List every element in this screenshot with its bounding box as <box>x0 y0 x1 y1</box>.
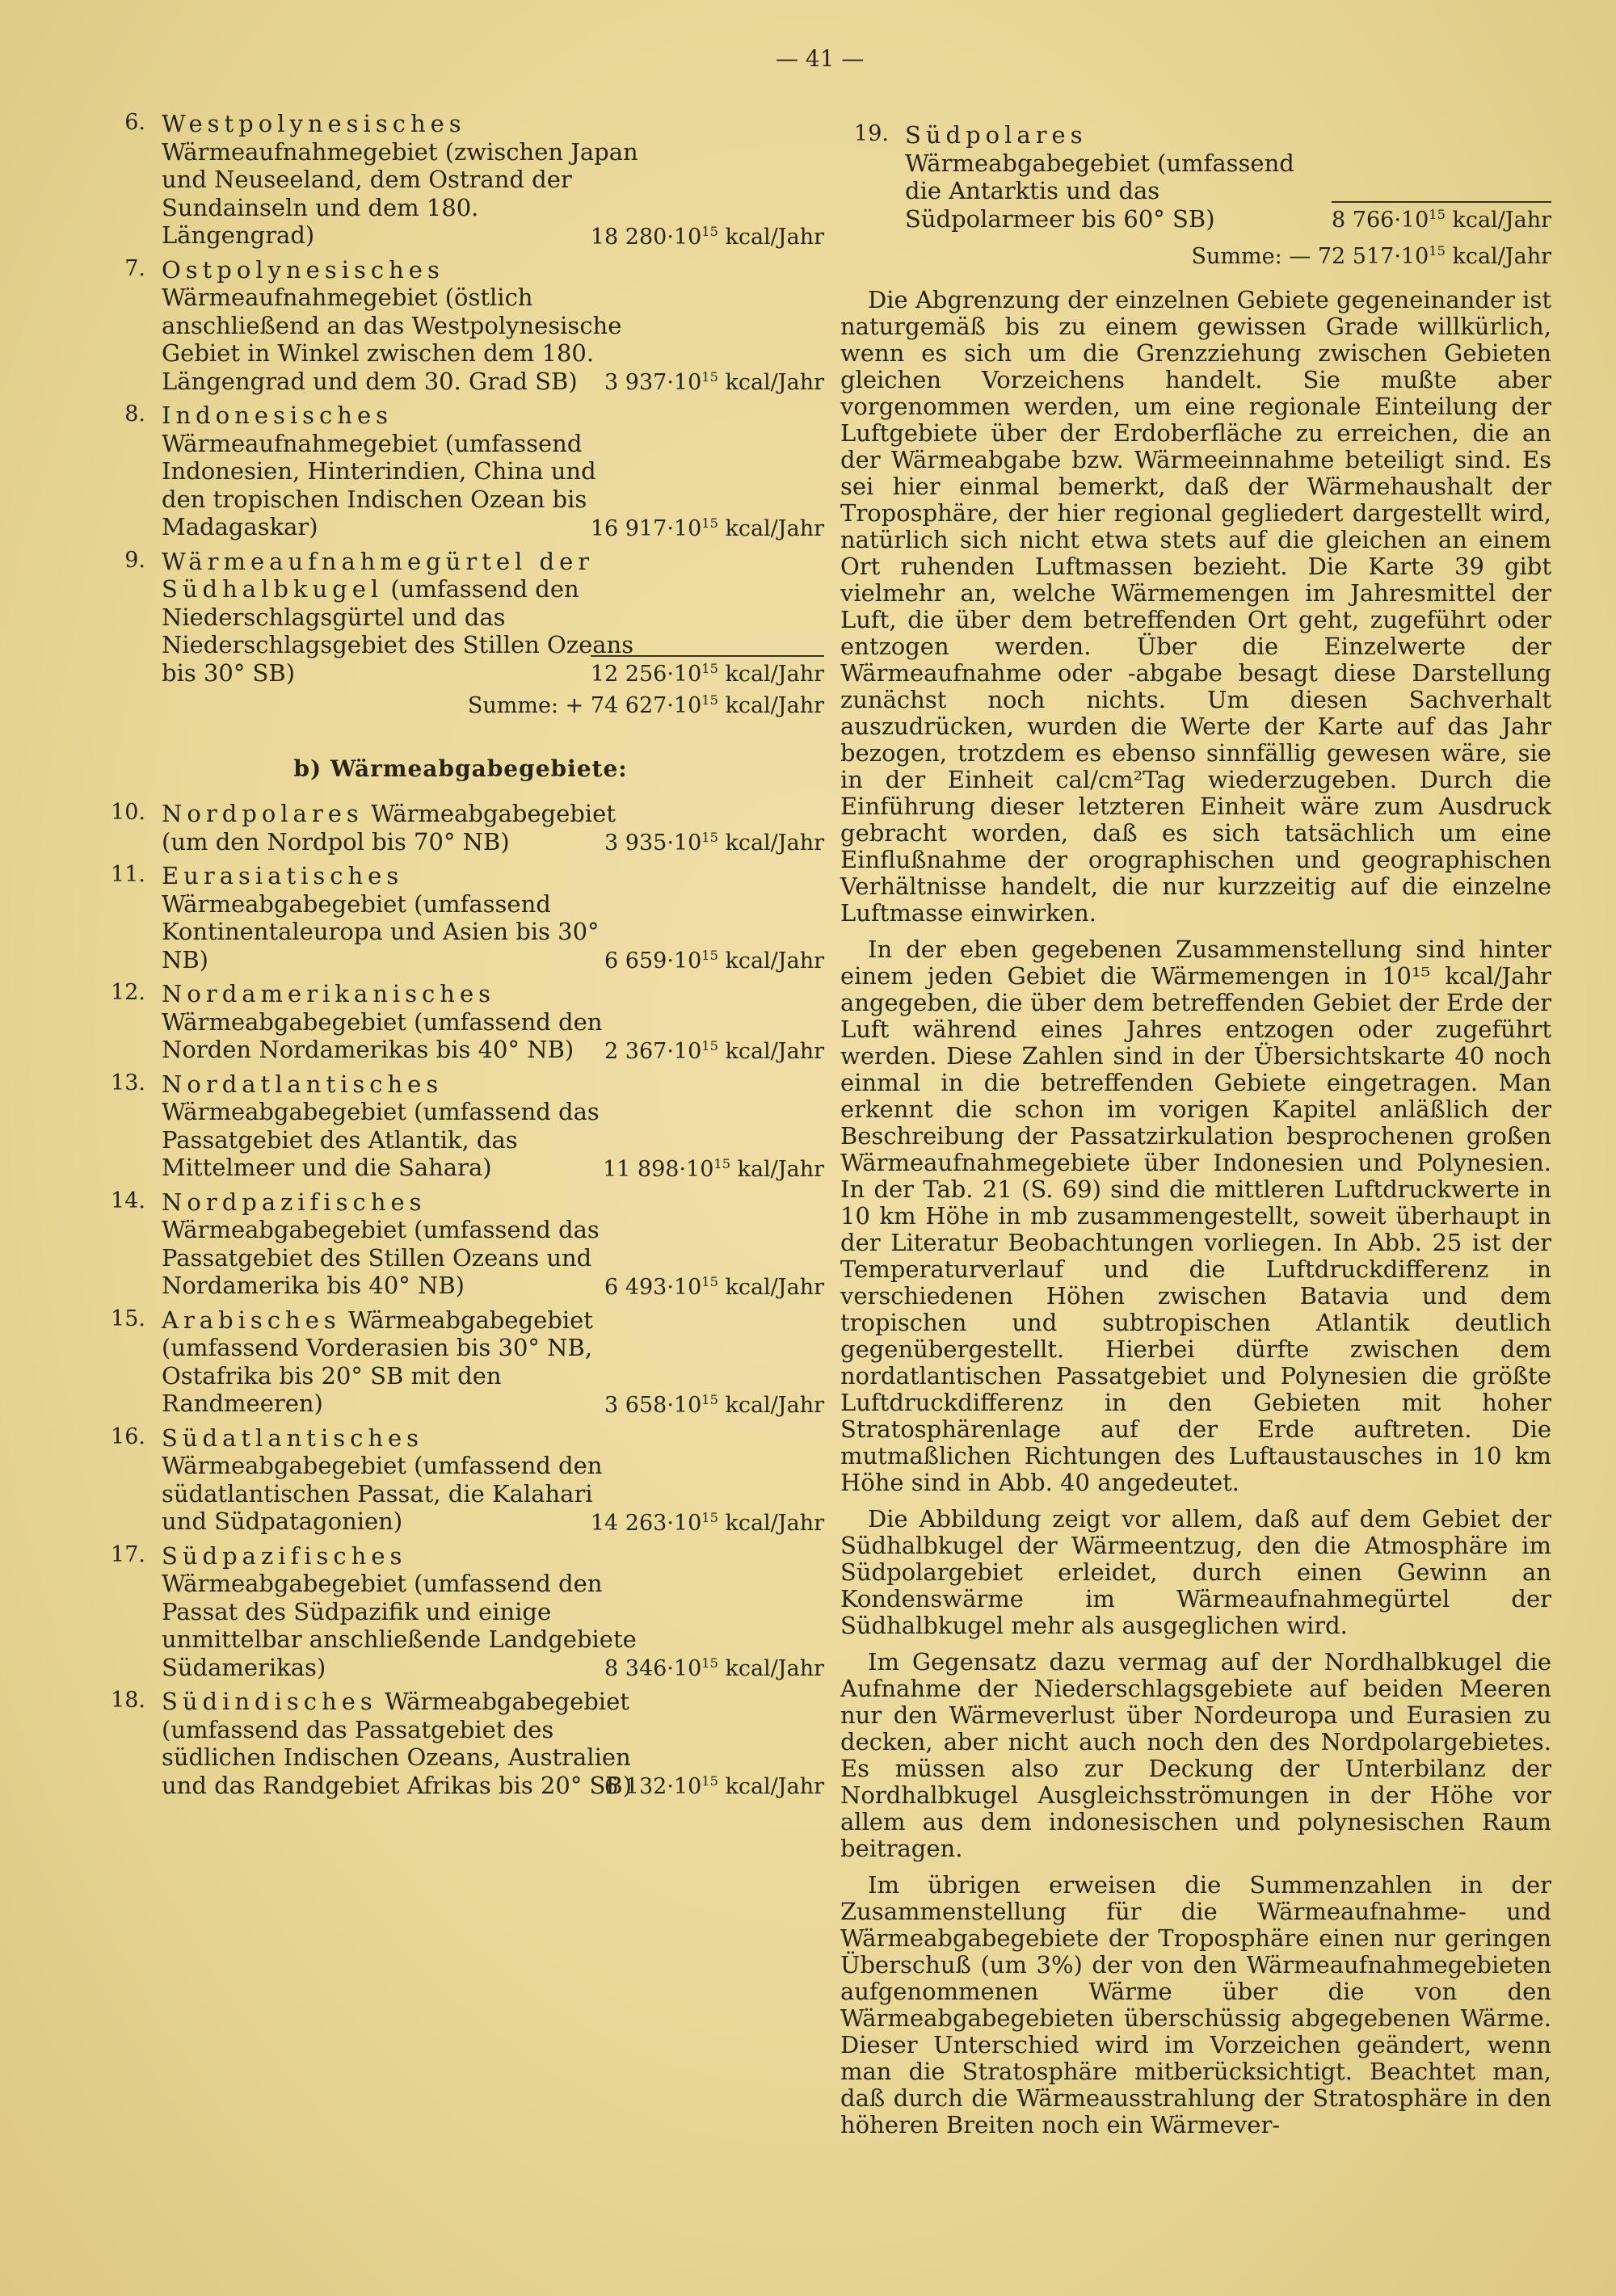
entry-value-unit: kcal/Jahr <box>718 1274 824 1300</box>
list-item <box>97 1688 824 1799</box>
entry-value-exponent: 15 <box>701 1655 718 1671</box>
entry-value-number: 14 263·10 <box>590 1510 702 1536</box>
entry-value <box>591 1511 824 1536</box>
entry-text: Wärmeabgabegebiet (umfassend den Norden Nordamerikas bis 40° NB) <box>162 1007 603 1063</box>
entry-description <box>162 1424 638 1536</box>
right-entry-list <box>840 121 1551 233</box>
entry-number: 14. <box>111 1188 145 1213</box>
list-item <box>97 110 824 250</box>
entry-number: 10. <box>111 800 145 825</box>
entry-value-exponent: 15 <box>701 369 718 385</box>
entry-value <box>1332 201 1551 233</box>
entry-value-unit: kcal/Jahr <box>718 515 824 541</box>
right-sum <box>840 244 1551 269</box>
entry-value-number: 3 658·10 <box>604 1392 702 1418</box>
entry-value-number: 16 917·10 <box>590 515 702 541</box>
entry-value-number: 2 367·10 <box>604 1038 702 1064</box>
entry-value-number: 12 256·10 <box>590 662 702 687</box>
entry-value-exponent: 15 <box>701 515 718 531</box>
entry-text: Wärmeabgabegebiet (umfassend den südatlantischen Passat, die Kalahari und Südpatagonien) <box>162 1452 603 1535</box>
entry-value <box>603 1157 824 1182</box>
entry-value-unit: kcal/Jahr <box>718 831 824 856</box>
entry-name: Ostpolynesisches <box>162 255 444 284</box>
entry-name: Arabisches <box>162 1306 341 1334</box>
entry-description <box>162 1688 638 1799</box>
paragraph: Im übrigen erweisen die Summenzahlen in der Zusammenstellung für die Wärmeaufnahme- und Wärmeabgabegebiete der Troposphäre einen nur geringen Überschuß (um 3%) der von den Wärmeaufnahmegebieten aufgenommenen Wärme über die von den Wärmeabgabegebieten überschüssig abgegebenen Wärme. Dieser Unterschied wird im Vorzeichen geändert, wenn man die Stratosphäre mitberücksichtigt. Beachtet man, daß durch die Wärmeausstrahlung der Stratosphäre in den höheren Breiten noch ein Wärmever- <box>840 1871 1551 2138</box>
entry-value-unit: kcal/Jahr <box>718 1392 824 1418</box>
entry-value-unit: kcal/Jahr <box>718 1774 824 1799</box>
entry-description <box>162 800 638 856</box>
entry-number: 13. <box>111 1070 145 1095</box>
entry-text: Wärmeaufnahmegebiet (zwischen Japan und Neuseeland, dem Ostrand der Sundainseln und dem 180. Längengrad) <box>162 137 638 249</box>
entry-name: Südindisches <box>162 1688 377 1715</box>
entry-value <box>604 1393 824 1418</box>
entry-description <box>162 1542 638 1682</box>
entry-text: Wärmeabgabegebiet (umfassend Kontinentaleuropa und Asien bis 30° NB) <box>162 889 600 973</box>
entry-description <box>162 256 638 396</box>
entry-value-number: 6 493·10 <box>604 1274 702 1300</box>
entry-value <box>604 1039 824 1064</box>
list-item <box>97 1188 824 1300</box>
body-text <box>840 287 1551 2138</box>
entry-value-number: 6 132·10 <box>604 1774 702 1799</box>
entry-value-exponent: 15 <box>701 223 718 239</box>
list-item <box>97 1542 824 1682</box>
entry-text: Wärmeabgabegebiet (umfassend Vorderasien bis 30° NB, Ostafrika bis 20° SB mit den Randmeeren) <box>162 1306 593 1417</box>
entry-value-number: 6 659·10 <box>604 948 702 973</box>
right-sum-exp: 15 <box>1429 243 1446 259</box>
entry-name: Nordpolares <box>162 800 364 827</box>
entry-value-number: 3 937·10 <box>604 370 702 395</box>
entry-number: 12. <box>111 980 145 1005</box>
entry-text: Wärmeabgabegebiet (um den Nordpol bis 70° NB) <box>162 800 616 856</box>
entry-value <box>591 655 824 687</box>
entry-value-exponent: 15 <box>701 661 718 676</box>
left-column <box>97 110 824 1806</box>
entry-number: 19. <box>854 121 889 146</box>
entry-number: 15. <box>111 1306 145 1331</box>
left-sum-value: Summe: + 74 627·10 <box>467 693 702 718</box>
list-item <box>97 1306 824 1418</box>
entry-value-number: 8 766·10 <box>1332 208 1429 233</box>
list-item <box>97 1070 824 1182</box>
paragraph: Die Abbildung zeigt vor allem, daß auf dem Gebiet der Südhalbkugel der Wärmeentzug, den die Atmosphäre im Südpolargebiet erleidet, durch einen Gewinn an Kondenswärme im Wärmeaufnahmegürtel der Südhalbkugel mehr als ausgeglichen wird. <box>840 1505 1551 1639</box>
entry-text: Wärmeabgabegebiet (umfassend die Antarktis und das Südpolarmeer bis 60° SB) <box>905 149 1294 233</box>
entry-value-unit: kcal/Jahr <box>718 948 824 973</box>
entry-text: Wärmeabgabegebiet (umfassend den Passat des Südpazifik und einige unmittelbar anschließende Landgebiete Südamerikas) <box>162 1570 637 1681</box>
entry-value-exponent: 15 <box>701 1509 718 1525</box>
entry-description <box>162 1306 638 1418</box>
entry-value <box>604 948 824 973</box>
entry-value-exponent: 15 <box>701 1773 718 1789</box>
paragraph: Die Abgrenzung der einzelnen Gebiete gegeneinander ist naturgemäß bis zu einem gewissen Grade willkürlich, wenn es sich um die Grenzziehung zwischen Gebieten gleichen Vorzeichens handelt. Sie mußte aber vorgenommen werden, um eine regionale Einteilung der Luftgebiete über der Erdoberfläche zu erreichen, die an der Wärmeabgabe bzw. Wärmeeinnahme beteiligt sind. Es sei hier einmal bemerkt, daß der Wärmehaushalt der Troposphäre, der hier regional gegliedert dargestellt wird, natürlich sich nicht etwa stets auf die gleichen an einem Ort ruhenden Luftmassen bezieht. Die Karte 39 gibt vielmehr an, welche Wärmemengen im Jahresmittel der Luft, die über dem betreffenden Ort geht, zugeführt oder entzogen werden. Über die Einzelwerte der Wärmeaufnahme oder -abgabe besagt diese Darstellung zunächst noch nichts. Um diesen Sachverhalt auszudrücken, wurden die Werte der Karte auf das Jahr bezogen, trotzdem es ebenso sinnfällig gewesen wäre, sie in der Einheit cal/cm²Tag wiederzugeben. Durch die Einführung dieser letzteren Einheit wäre zum Ausdruck gebracht worden, daß es sich tatsächlich um eine Einflußnahme der orographischen und geographischen Verhältnisse handelt, die nur kurzzeitig auf die einzelne Luftmasse einwirken. <box>840 286 1551 927</box>
entry-name: Nordpazifisches <box>162 1188 427 1216</box>
entry-name: Südatlantisches <box>162 1423 424 1452</box>
entry-value-exponent: 15 <box>701 1391 718 1407</box>
entry-name: Wärmeaufnahmegürtel der Südhalbkugel <box>162 547 595 603</box>
entry-description <box>162 980 638 1064</box>
entry-description <box>162 110 638 250</box>
entry-value-exponent: 15 <box>701 948 718 963</box>
entry-value-exponent: 15 <box>1429 207 1446 222</box>
entry-name: Nordamerikanisches <box>162 980 496 1007</box>
entry-name: Indonesisches <box>162 402 393 429</box>
entry-value-number: 18 280·10 <box>590 224 702 250</box>
entry-value-exponent: 15 <box>713 1155 730 1171</box>
left-sum <box>97 693 824 718</box>
entry-number: 8. <box>124 402 145 427</box>
entry-value-exponent: 15 <box>701 1273 718 1289</box>
entry-number: 17. <box>111 1541 145 1567</box>
entry-number: 18. <box>111 1688 145 1713</box>
entry-number: 11. <box>111 862 145 887</box>
entry-value-unit: kcal/Jahr <box>718 1038 824 1064</box>
entry-description <box>162 548 638 688</box>
entry-text: Wärmeabgabegebiet (umfassend das Passatgebiet des südlichen Indischen Ozeans, Australien und das Randgebiet Afrikas bis 20° SB) <box>162 1688 633 1799</box>
entry-number: 16. <box>111 1423 145 1449</box>
entry-value <box>591 516 824 541</box>
entry-description <box>162 1070 638 1182</box>
right-sum-value: Summe: — 72 517·10 <box>1191 244 1429 269</box>
entry-value-exponent: 15 <box>701 1037 718 1053</box>
entry-description <box>905 121 1325 233</box>
entry-name: Westpolynesisches <box>162 110 466 137</box>
entry-value-number: 3 935·10 <box>604 831 702 856</box>
list-item <box>97 402 824 541</box>
entry-value <box>591 225 824 250</box>
entry-text: Wärmeaufnahmegebiet (umfassend Indonesien, Hinterindien, China und den tropischen Indischen Ozean bis Madagaskar) <box>162 429 596 540</box>
entry-value-unit: kal/Jahr <box>730 1156 824 1182</box>
subheading: b) Wärmeabgabegebiete: <box>293 755 628 782</box>
left-sum-exp: 15 <box>701 692 718 708</box>
list-item <box>97 980 824 1064</box>
entry-description <box>162 1188 638 1300</box>
entry-description <box>162 862 638 973</box>
entry-value <box>604 1275 824 1300</box>
entry-text: (umfassend den Niederschlagsgürtel und das Niederschlagsgebiet des Stillen Ozeans bis 30° SB) <box>162 575 634 687</box>
entry-value <box>604 831 824 856</box>
entry-value <box>604 370 824 395</box>
entry-value-unit: kcal/Jahr <box>718 1510 824 1536</box>
entry-name: Eurasiatisches <box>162 862 404 889</box>
paragraph: Im Gegensatz dazu vermag auf der Nordhalbkugel die Aufnahme der Niederschlagsgebiete auf beiden Meeren nur den Wärmeverlust über Nordeuropa und Eurasien zu decken, aber nicht auch noch den des Nordpolargebietes. Es müssen also zur Deckung der Unterbilanz der Nordhalbkugel Ausgleichsströmungen in der Höhe vor allem aus dem indonesischen und polynesischen Raum beitragen. <box>840 1648 1551 1862</box>
entry-value-unit: kcal/Jahr <box>718 224 824 250</box>
entry-value <box>604 1774 824 1799</box>
entry-name: Nordatlantisches <box>162 1070 444 1098</box>
list-item <box>840 121 1551 233</box>
entry-value <box>604 1656 824 1681</box>
entry-number: 7. <box>124 255 145 281</box>
aufnahme-list <box>97 110 824 687</box>
entry-number: 9. <box>124 547 145 573</box>
entry-name: Südpolares <box>905 121 1088 149</box>
entry-name: Südpazifisches <box>162 1541 407 1570</box>
entry-value-unit: kcal/Jahr <box>718 662 824 687</box>
right-column <box>840 121 1551 2148</box>
entry-text: Wärmeaufnahmegebiet (östlich anschließend an das Westpolynesische Gebiet in Winkel zwischen dem 180. Längengrad und dem 30. Grad SB) <box>162 284 622 395</box>
entry-text: Wärmeabgabegebiet (umfassend das Passatgebiet des Atlantik, das Mittelmeer und die Sahara) <box>162 1098 600 1181</box>
page-number: — 41 — <box>776 45 865 72</box>
entry-value-unit: kcal/Jahr <box>718 370 824 395</box>
entry-value-exponent: 15 <box>701 830 718 845</box>
entry-value-number: 8 346·10 <box>604 1656 702 1681</box>
entry-text: Wärmeabgabegebiet (umfassend das Passatgebiet des Stillen Ozeans und Nordamerika bis 40° NB) <box>162 1216 600 1299</box>
paragraph: In der eben gegebenen Zusammenstellung sind hinter einem jeden Gebiet die Wärmemengen in 10¹⁵ kcal/Jahr angegeben, die über dem betreffenden Gebiet der Erde der Luft während eines Jahres entzogen oder zugeführt werden. Diese Zahlen sind in der Übersichtskarte 40 noch einmal in die betreffenden Gebiete eingetragen. Man erkennt die schon im vorigen Kapitel anläßlich der Beschreibung der Passatzirkulation besprochenen großen Wärmeaufnahmegebiete über Indonesien und Polynesien. In der Tab. 21 (S. 69) sind die mittleren Luftdruckwerte in 10 km Höhe in mb zusammengestellt, soweit überhaupt in der Literatur Beobachtungen vorliegen. In Abb. 25 ist der Temperaturverlauf und die Luftdruckdifferenz in verschiedenen Höhen zwischen Batavia und dem tropischen und subtropischen Atlantik deutlich gegenübergestellt. Hierbei dürfte zwischen dem nordatlantischen Passatgebiet und Polynesien die größte Luftdruckdifferenz in den Gebieten mit hoher Stratosphärenlage auf der Erde auftreten. Die mutmaßlichen Richtungen des Luftaustausches in 10 km Höhe sind in Abb. 40 angedeutet. <box>840 936 1551 1496</box>
list-item <box>97 862 824 973</box>
entry-value-unit: kcal/Jahr <box>1445 208 1551 233</box>
entry-description <box>162 402 638 541</box>
left-sum-unit: kcal/Jahr <box>718 693 824 718</box>
abgabe-list <box>97 800 824 1799</box>
list-item <box>97 800 824 856</box>
list-item <box>97 548 824 688</box>
list-item <box>97 256 824 396</box>
right-sum-unit: kcal/Jahr <box>1445 244 1551 269</box>
entry-value-unit: kcal/Jahr <box>718 1656 824 1681</box>
entry-value-number: 11 898·10 <box>602 1156 714 1182</box>
entry-number: 6. <box>124 110 145 135</box>
list-item <box>97 1424 824 1536</box>
